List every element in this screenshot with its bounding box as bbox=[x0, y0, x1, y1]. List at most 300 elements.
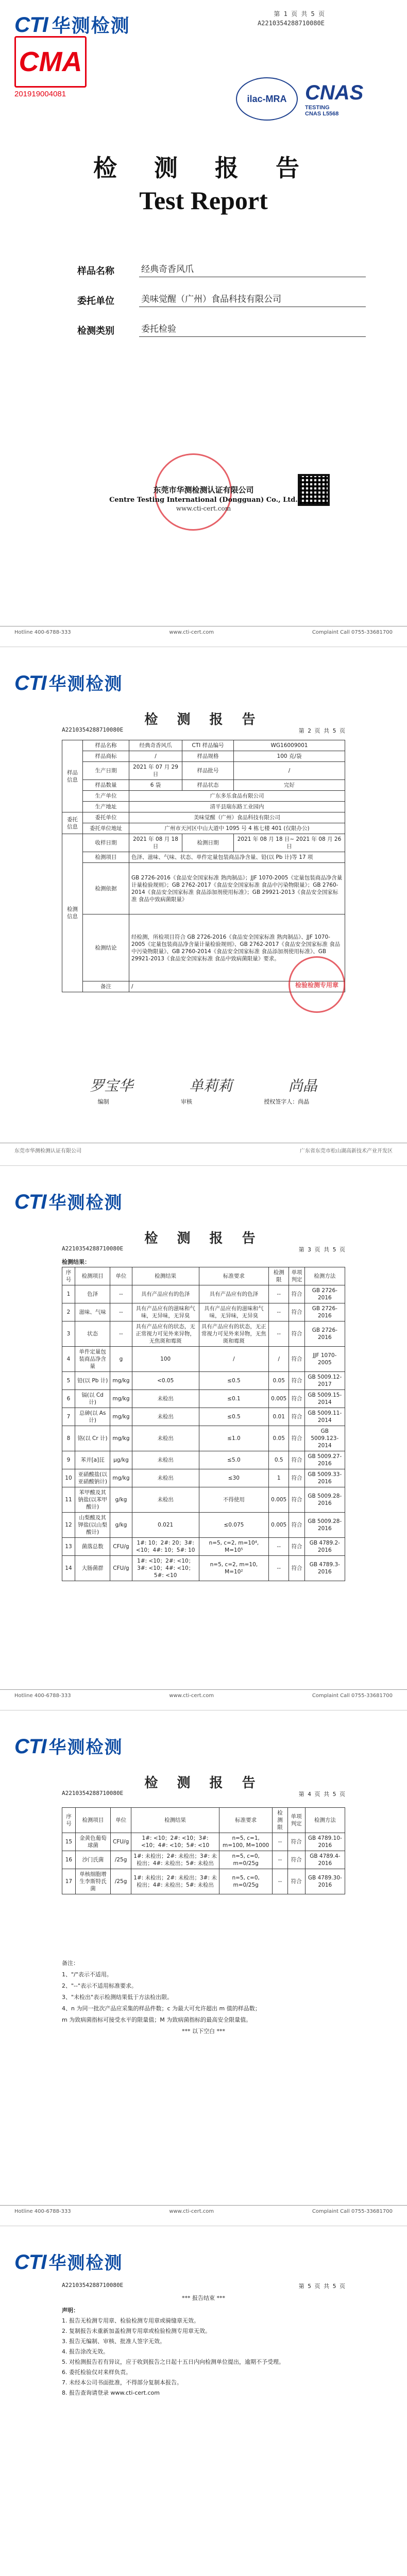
cell: 17 bbox=[62, 1869, 76, 1894]
signature-area bbox=[62, 1075, 345, 1106]
cell: -- bbox=[268, 1321, 289, 1347]
cell: n=5, c=2, m=10, M=10² bbox=[199, 1556, 268, 1581]
cell: 经检测，所检项目符合 GB 2726-2016《食品安全国家标准 熟肉制品》、JJF 1070-2005《定量包装商品净含量计量检验规则》、GB 2762-2017《食品安全国家标准 食品中污染物限量》、GB 2760-2014《食品安全国家标准 食品添加剂使用标准》、GB 29921-2013《食品安全国家标准 食品中致病菌限量》要求。 bbox=[129, 914, 345, 981]
cell: 镉(以 Cd 计) bbox=[75, 1390, 110, 1408]
cell: 5 bbox=[62, 1372, 75, 1390]
report-end-marker: *** 报告结束 *** bbox=[182, 2295, 225, 2301]
cell: 0.005 bbox=[268, 1390, 289, 1408]
declaration-line: 5. 对检测报告若有异议，应于收到报告之日起十五日内向检测单位提出，逾期不予受理。 bbox=[62, 2359, 284, 2365]
cell: 100 bbox=[132, 1347, 199, 1372]
cell: mg/kg bbox=[110, 1408, 132, 1426]
caption-reviewer: 审核 bbox=[180, 1098, 192, 1105]
issuer-url: www.cti-cert.com bbox=[176, 505, 231, 512]
footer-complaint: Complaint Call 0755-33681700 bbox=[312, 630, 393, 635]
table-row bbox=[62, 852, 345, 863]
cell: GB 5009.12-2017 bbox=[304, 1372, 345, 1390]
cell: 广东多乐食品有限公司 bbox=[129, 791, 345, 802]
group-label: 检测信息 bbox=[62, 834, 83, 992]
cnas-mark: CNAS bbox=[305, 81, 364, 104]
page-footer bbox=[0, 626, 407, 635]
cell: ≤30 bbox=[199, 1469, 268, 1487]
page-title: 检 测 报 告 bbox=[144, 1775, 263, 1791]
cell: 色泽、滋味、气味、状态、单件定量包装商品净含量、铅(以 Pb 计)等 17 项 bbox=[129, 852, 345, 863]
footer-hotline: Hotline 400-6788-333 bbox=[14, 1693, 71, 1699]
brand-name-cn: 华测检测 bbox=[52, 15, 130, 37]
declaration-line: 7. 未经本公司书面批准，不得部分复制本报告。 bbox=[62, 2379, 182, 2386]
cell: -- bbox=[110, 1303, 132, 1321]
cell: / bbox=[199, 1347, 268, 1372]
table-row bbox=[62, 751, 345, 762]
cma-number: 201919004081 bbox=[14, 90, 66, 98]
page-results-1 bbox=[0, 1166, 407, 1710]
cell: GB 5009.33-2016 bbox=[304, 1469, 345, 1487]
cell: 符合 bbox=[287, 1851, 305, 1869]
table-row bbox=[62, 1513, 345, 1538]
page-summary bbox=[0, 647, 407, 1165]
cell: 2021 年 08 月 18 日~ 2021 年 08 月 26 日 bbox=[233, 834, 345, 852]
footer-hotline: Hotline 400-6788-333 bbox=[14, 2209, 71, 2214]
results-table bbox=[62, 1807, 345, 1894]
cell: 符合 bbox=[289, 1408, 304, 1426]
cell: 样品数量 bbox=[83, 780, 129, 791]
cell: 1 bbox=[268, 1469, 289, 1487]
cell: 广州市天河区中山大道中 1095 号 4 栋七楼 401 (仅限办公) bbox=[129, 823, 345, 834]
table-header-row bbox=[62, 1808, 345, 1833]
table-row bbox=[62, 1303, 345, 1321]
group-label: 委托信息 bbox=[62, 812, 83, 834]
col-header: 检测项目 bbox=[75, 1808, 110, 1833]
cell: 符合 bbox=[289, 1426, 304, 1451]
cell: 样品名称 bbox=[83, 740, 129, 751]
cell: 0.05 bbox=[268, 1426, 289, 1451]
table-row bbox=[62, 1372, 345, 1390]
col-header: 检测限 bbox=[268, 1267, 289, 1285]
cell: 不得使用 bbox=[199, 1487, 268, 1513]
cell: 山梨酸及其钾盐(以山梨酸计) bbox=[75, 1513, 110, 1538]
page-meta bbox=[62, 2282, 345, 2290]
ilac-mra-logo: ilac-MRA bbox=[236, 77, 298, 121]
cell: 符合 bbox=[289, 1347, 304, 1372]
field-label: 检测类别 bbox=[77, 326, 114, 336]
cell: 收样日期 bbox=[83, 834, 129, 852]
footer-company: 东莞市华测检测认证有限公司 bbox=[14, 1148, 81, 1154]
cell: 备注 bbox=[83, 981, 129, 992]
cell: 符合 bbox=[289, 1513, 304, 1538]
report-number: A2210354288710080E bbox=[62, 1245, 124, 1252]
cell: 未检出 bbox=[132, 1469, 199, 1487]
cell: 12 bbox=[62, 1513, 75, 1538]
cell: 符合 bbox=[289, 1303, 304, 1321]
cell: 生产日期 bbox=[83, 762, 129, 780]
cell: 1#: 未检出；2#: 未检出；3#: 未检出；4#: 未检出；5#: 未检出 bbox=[131, 1869, 219, 1894]
table-row bbox=[62, 1321, 345, 1347]
cell: 沙门氏菌 bbox=[75, 1851, 110, 1869]
cnas-sub: TESTING CNAS L5568 bbox=[305, 104, 339, 117]
cell: 符合 bbox=[287, 1833, 305, 1851]
cell: GB 4789.4-2016 bbox=[305, 1851, 345, 1869]
table-row bbox=[62, 1347, 345, 1372]
cell: 样品批号 bbox=[182, 762, 233, 780]
cell: 符合 bbox=[289, 1487, 304, 1513]
cell: 色泽 bbox=[75, 1285, 110, 1303]
brand-name-cn: 华测检测 bbox=[48, 2253, 123, 2274]
report-number: A2210354288710080E bbox=[257, 20, 325, 27]
caption-compiler: 编制 bbox=[97, 1098, 109, 1105]
table-row bbox=[62, 1538, 345, 1556]
cell: 未检出 bbox=[132, 1426, 199, 1451]
cell: 样品规格 bbox=[182, 751, 233, 762]
cell: n=5, c=2, m=10⁴, M=10⁵ bbox=[199, 1538, 268, 1556]
brand-logo bbox=[14, 11, 130, 38]
cell: -- bbox=[273, 1851, 287, 1869]
cell: g/kg bbox=[110, 1513, 132, 1538]
declaration-block bbox=[62, 2293, 345, 2398]
cell: -- bbox=[268, 1303, 289, 1321]
cell: GB 5009.11-2014 bbox=[304, 1408, 345, 1426]
table-row bbox=[62, 1851, 345, 1869]
col-header: 检测方法 bbox=[305, 1808, 345, 1833]
cnas-logo bbox=[305, 77, 393, 121]
issuer-name-en: Centre Testing International (Dongguan) Co., Ltd. bbox=[109, 496, 298, 504]
cell: 铅(以 Pb 计) bbox=[75, 1372, 110, 1390]
cell: 0.5 bbox=[268, 1451, 289, 1469]
cell: GB 5009.28-2016 bbox=[304, 1487, 345, 1513]
page-title: 检 测 报 告 bbox=[144, 1231, 263, 1246]
cell: n=5, c=0, m=0/25g bbox=[219, 1869, 273, 1894]
table-row bbox=[62, 1869, 345, 1894]
cell: 单核细胞增生李斯特氏菌 bbox=[75, 1869, 110, 1894]
brand-logo bbox=[14, 670, 123, 695]
col-header: 检测方法 bbox=[304, 1267, 345, 1285]
cell: 美味觉醒（广州）食品科技有限公司 bbox=[129, 812, 345, 823]
cell: ≤0.5 bbox=[199, 1372, 268, 1390]
cell: / bbox=[233, 762, 345, 780]
page-meta bbox=[62, 1245, 345, 1253]
cell: 样品状态 bbox=[182, 780, 233, 791]
footer-website: www.cti-cert.com bbox=[169, 630, 214, 635]
cell: 未检出 bbox=[132, 1451, 199, 1469]
table-row bbox=[62, 1426, 345, 1451]
table-row bbox=[62, 1833, 345, 1851]
table-row bbox=[62, 863, 345, 914]
issuer-block bbox=[0, 484, 407, 512]
cell: -- bbox=[110, 1285, 132, 1303]
cell: mg/kg bbox=[110, 1390, 132, 1408]
cell: 符合 bbox=[289, 1451, 304, 1469]
cma-logo: CMA bbox=[14, 36, 87, 88]
declaration-line: 2. 复制报告未重新加盖检测专用章或检验检测专用章无效。 bbox=[62, 2328, 211, 2334]
table-row bbox=[62, 780, 345, 791]
cell: 具有产品应有的滋味和气味，无异味，无异臭 bbox=[199, 1303, 268, 1321]
cell: μg/kg bbox=[110, 1451, 132, 1469]
cell: 2021 年 07 月 29 日 bbox=[129, 762, 182, 780]
cell: GB 4789.2-2016 bbox=[304, 1538, 345, 1556]
cell: 样品商标 bbox=[83, 751, 129, 762]
cell: 铬(以 Cr 计) bbox=[75, 1426, 110, 1451]
footer-website: www.cti-cert.com bbox=[169, 1693, 214, 1699]
note-line: 3、"未检出"表示检测结果低于方法检出限。 bbox=[62, 1994, 173, 2001]
col-header: 检测结果 bbox=[132, 1267, 199, 1285]
report-title-en: Test Report bbox=[139, 186, 268, 215]
cell: 符合 bbox=[289, 1390, 304, 1408]
cell: ≤0.075 bbox=[199, 1513, 268, 1538]
note-line: 1、"/"表示不适用。 bbox=[62, 1971, 112, 1978]
col-header: 检测限 bbox=[273, 1808, 287, 1833]
cell: n=5, c=0, m=0/25g bbox=[219, 1851, 273, 1869]
table-row bbox=[62, 823, 345, 834]
footer-address: 广东省东莞市松山湖高新技术产业开发区 bbox=[300, 1148, 393, 1154]
cell: g bbox=[110, 1347, 132, 1372]
cell: GB 4789.3-2016 bbox=[304, 1556, 345, 1581]
caption-approver: 授权签字人：尚晶 bbox=[264, 1098, 310, 1105]
cell: 苯甲酸及其钠盐(以苯甲酸计) bbox=[75, 1487, 110, 1513]
footer-hotline: Hotline 400-6788-333 bbox=[14, 630, 71, 635]
cell: 0.005 bbox=[268, 1513, 289, 1538]
cell: n=5, c=1, m=100, M=1000 bbox=[219, 1833, 273, 1851]
cell: 7 bbox=[62, 1408, 75, 1426]
cell: 0.021 bbox=[132, 1513, 199, 1538]
col-header: 单位 bbox=[110, 1267, 132, 1285]
cell: mg/kg bbox=[110, 1372, 132, 1390]
cell: 总砷(以 As 计) bbox=[75, 1408, 110, 1426]
cell: 14 bbox=[62, 1556, 75, 1581]
cell: CFU/g bbox=[110, 1556, 132, 1581]
cell: 1#: <10；2#: <10；3#: <10；4#: <10；5#: <10 bbox=[132, 1556, 199, 1581]
declaration-line: 4. 报告涂改无效。 bbox=[62, 2348, 109, 2355]
page-meta bbox=[62, 1790, 345, 1798]
cell: -- bbox=[273, 1833, 287, 1851]
declaration-title: 声明： bbox=[62, 2307, 79, 2314]
field-label: 委托单位 bbox=[77, 296, 114, 307]
col-header: 序号 bbox=[62, 1808, 76, 1833]
table-header-row bbox=[62, 1267, 345, 1285]
cell: 委托单位 bbox=[83, 812, 129, 823]
page-number: 第 2 页 共 5 页 bbox=[298, 727, 345, 734]
cell: 检测结论 bbox=[83, 914, 129, 981]
blank-marker: *** 以下空白 *** bbox=[182, 2028, 225, 2035]
issuer-name-cn: 东莞市华测检测认证有限公司 bbox=[153, 485, 254, 495]
cell: /25g bbox=[110, 1869, 131, 1894]
declaration-line: 3. 报告无编制、审核、批准人签字无效。 bbox=[62, 2338, 165, 2345]
cell: 经典奇香风爪 bbox=[129, 740, 182, 751]
cell: 100 克/袋 bbox=[233, 751, 345, 762]
page-footer bbox=[0, 1689, 407, 1699]
accreditation-logos bbox=[236, 77, 393, 121]
cell: 1#: 未检出；2#: 未检出；3#: 未检出；4#: 未检出；5#: 未检出 bbox=[131, 1851, 219, 1869]
field-label: 样品名称 bbox=[77, 266, 114, 277]
cell: 9 bbox=[62, 1451, 75, 1469]
cell: 具有产品应有的色泽 bbox=[132, 1285, 199, 1303]
table-row bbox=[62, 1451, 345, 1469]
signature-reviewer: 单莉莉 bbox=[189, 1077, 232, 1094]
page-number: 第 4 页 共 5 页 bbox=[298, 1791, 345, 1798]
cell: 8 bbox=[62, 1426, 75, 1451]
cell: ≤0.5 bbox=[199, 1408, 268, 1426]
signature-row bbox=[62, 1075, 345, 1095]
cell: 3 bbox=[62, 1321, 75, 1347]
notes-title: 备注： bbox=[62, 1960, 79, 1967]
cover-fields bbox=[77, 247, 366, 337]
cell: GB 2726-2016 bbox=[304, 1321, 345, 1347]
cell: 苯并[a]芘 bbox=[75, 1451, 110, 1469]
page-results-2 bbox=[0, 1710, 407, 2226]
footer-website: www.cti-cert.com bbox=[169, 2209, 214, 2214]
footer-complaint: Complaint Call 0755-33681700 bbox=[312, 1693, 393, 1699]
page-title: 检 测 报 告 bbox=[144, 712, 263, 727]
table-row bbox=[62, 1408, 345, 1426]
cell: / bbox=[129, 981, 345, 992]
results-table bbox=[62, 1267, 345, 1581]
section-title: 检测结果： bbox=[62, 1259, 90, 1265]
cell: 2 bbox=[62, 1303, 75, 1321]
col-header: 检测结果 bbox=[131, 1808, 219, 1833]
cell: 1#: 10；2#: 20；3#: <10；4#: 10；5#: 10 bbox=[132, 1538, 199, 1556]
cti-logo: CTI bbox=[14, 1191, 46, 1213]
declaration-line: 8. 报告查询请登录 www.cti-cert.com bbox=[62, 2389, 160, 2396]
cell: CFU/g bbox=[110, 1538, 132, 1556]
page-meta bbox=[258, 9, 325, 28]
cell: 完好 bbox=[233, 780, 345, 791]
cell: -- bbox=[273, 1869, 287, 1894]
table-row bbox=[62, 1556, 345, 1581]
cell: 0.01 bbox=[268, 1408, 289, 1426]
table-row bbox=[62, 1487, 345, 1513]
cell: 符合 bbox=[289, 1372, 304, 1390]
signature-compiler: 罗宝华 bbox=[90, 1077, 133, 1094]
cell: -- bbox=[268, 1285, 289, 1303]
field-value: 美味觉醒（广州）食品科技有限公司 bbox=[139, 292, 366, 307]
cti-logo: CTI bbox=[14, 1735, 46, 1758]
cti-logo: CTI bbox=[14, 12, 48, 37]
signature-captions bbox=[62, 1097, 345, 1106]
report-title-cn: 检 测 报 告 bbox=[93, 154, 314, 182]
brand-name-cn: 华测检测 bbox=[48, 1193, 123, 1213]
cell: 具有产品应有的状态，无正常视力可见外来异物，无焦斑和霉斑 bbox=[132, 1321, 199, 1347]
cell: 符合 bbox=[289, 1538, 304, 1556]
cell: g/kg bbox=[110, 1487, 132, 1513]
group-label: 样品信息 bbox=[62, 740, 83, 812]
cell: 符合 bbox=[289, 1321, 304, 1347]
cell: mg/kg bbox=[110, 1426, 132, 1451]
cell: 未检出 bbox=[132, 1408, 199, 1426]
cell: 符合 bbox=[289, 1285, 304, 1303]
cell: mg/kg bbox=[110, 1469, 132, 1487]
cell: 6 bbox=[62, 1390, 75, 1408]
table-row bbox=[62, 762, 345, 780]
table-row bbox=[62, 791, 345, 802]
cell: GB 4789.30-2016 bbox=[305, 1869, 345, 1894]
page-number: 第 5 页 共 5 页 bbox=[298, 2283, 345, 2290]
cover-row bbox=[77, 277, 366, 307]
page-meta bbox=[62, 726, 345, 735]
col-header: 检测项目 bbox=[75, 1267, 110, 1285]
col-header: 标准要求 bbox=[219, 1808, 273, 1833]
cell: 检测日期 bbox=[182, 834, 233, 852]
cell: -- bbox=[110, 1321, 132, 1347]
cti-logo: CTI bbox=[14, 672, 46, 694]
cell: 状态 bbox=[75, 1321, 110, 1347]
cell: 1#: <10；2#: <10；3#: <10；4#: <10；5#: <10 bbox=[131, 1833, 219, 1851]
inspection-seal bbox=[289, 956, 345, 1013]
cell: 符合 bbox=[289, 1556, 304, 1581]
cell: 检测项目 bbox=[83, 852, 129, 863]
cell: 委托单位地址 bbox=[83, 823, 129, 834]
cell: CFU/g bbox=[110, 1833, 131, 1851]
seal-text: 检验检测专用章 bbox=[295, 981, 338, 989]
page-number: 第 3 页 共 5 页 bbox=[298, 1246, 345, 1253]
cell: 0.005 bbox=[268, 1487, 289, 1513]
cell: GB 2726-2016《食品安全国家标准 熟肉制品》；JJF 1070-2005《定量包装商品净含量计量检验规则》；GB 2762-2017《食品安全国家标准 食品中污染物限量》；GB 2760-2014《食品安全国家标准 食品添加剂使用标准》；GB 29921-2013《食品安全国家标准 食品中致病菌限量》 bbox=[129, 863, 345, 914]
cell: 检测依据 bbox=[83, 863, 129, 914]
cell: 大肠菌群 bbox=[75, 1556, 110, 1581]
cell: 符合 bbox=[289, 1469, 304, 1487]
table-row bbox=[62, 1469, 345, 1487]
brand-logo bbox=[14, 1189, 123, 1214]
col-header: 单位 bbox=[110, 1808, 131, 1833]
cell: 金黄色葡萄球菌 bbox=[75, 1833, 110, 1851]
report-number: A2210354288710080E bbox=[62, 2282, 124, 2289]
cell: GB 5009.15-2014 bbox=[304, 1390, 345, 1408]
cell: 生产地址 bbox=[83, 802, 129, 812]
cover-row bbox=[77, 247, 366, 277]
declaration-line: 1. 报告无检测专用章、检验检测专用章或骑缝章无效。 bbox=[62, 2317, 199, 2324]
cell: /25g bbox=[110, 1851, 131, 1869]
cma-badge bbox=[14, 36, 102, 98]
cell: 13 bbox=[62, 1538, 75, 1556]
cell: / bbox=[268, 1347, 289, 1372]
cell: WG16009001 bbox=[233, 740, 345, 751]
cell: 0.05 bbox=[268, 1372, 289, 1390]
cell: / bbox=[129, 751, 182, 762]
cell: -- bbox=[268, 1556, 289, 1581]
cell: 清平县瑞东路工业园内 bbox=[129, 802, 345, 812]
cell: 未检出 bbox=[132, 1487, 199, 1513]
brand-name-cn: 华测检测 bbox=[48, 674, 123, 694]
cell: 具有产品应有的状态，无正常视力可见外来异物，无焦斑和霉斑 bbox=[199, 1321, 268, 1347]
qr-code bbox=[298, 474, 330, 506]
page-footer bbox=[0, 1143, 407, 1154]
cell: ≤1.0 bbox=[199, 1426, 268, 1451]
cell: ≤5.0 bbox=[199, 1451, 268, 1469]
cell: 2021 年 08 月 18 日 bbox=[129, 834, 182, 852]
note-line: 2、"--"表示不适用标准要求。 bbox=[62, 1982, 138, 1989]
cell: GB 2726-2016 bbox=[304, 1303, 345, 1321]
cell: CTI 样品编号 bbox=[182, 740, 233, 751]
cell: 10 bbox=[62, 1469, 75, 1487]
table-row bbox=[62, 834, 345, 852]
cell: GB 5009.27-2016 bbox=[304, 1451, 345, 1469]
report-number: A2210354288710080E bbox=[62, 1790, 124, 1797]
note-line: m 为致病菌指标可接受水平的限量值；M 为致病菌指标的最高安全限量值。 bbox=[62, 2016, 252, 2023]
cell: GB 2726-2016 bbox=[304, 1285, 345, 1303]
cell: 滋味、气味 bbox=[75, 1303, 110, 1321]
page-cover bbox=[0, 0, 407, 647]
cell: 15 bbox=[62, 1833, 76, 1851]
page-number: 第 1 页 共 5 页 bbox=[274, 10, 325, 18]
brand-logo bbox=[14, 1733, 123, 1758]
cell: GB 5009.28-2016 bbox=[304, 1513, 345, 1538]
note-line: 4、n 为同一批次产品应采集的样品件数；c 为最大可允许超出 m 值的样品数； bbox=[62, 2005, 261, 2012]
cell: 未检出 bbox=[132, 1390, 199, 1408]
cell: ≤0.1 bbox=[199, 1390, 268, 1408]
table-row bbox=[62, 802, 345, 812]
cell: 菌落总数 bbox=[75, 1538, 110, 1556]
cell: 具有产品应有的色泽 bbox=[199, 1285, 268, 1303]
table-row bbox=[62, 812, 345, 823]
cell: 6 袋 bbox=[129, 780, 182, 791]
cell: 单件定量包装商品净含量 bbox=[75, 1347, 110, 1372]
cell: 符合 bbox=[287, 1869, 305, 1894]
